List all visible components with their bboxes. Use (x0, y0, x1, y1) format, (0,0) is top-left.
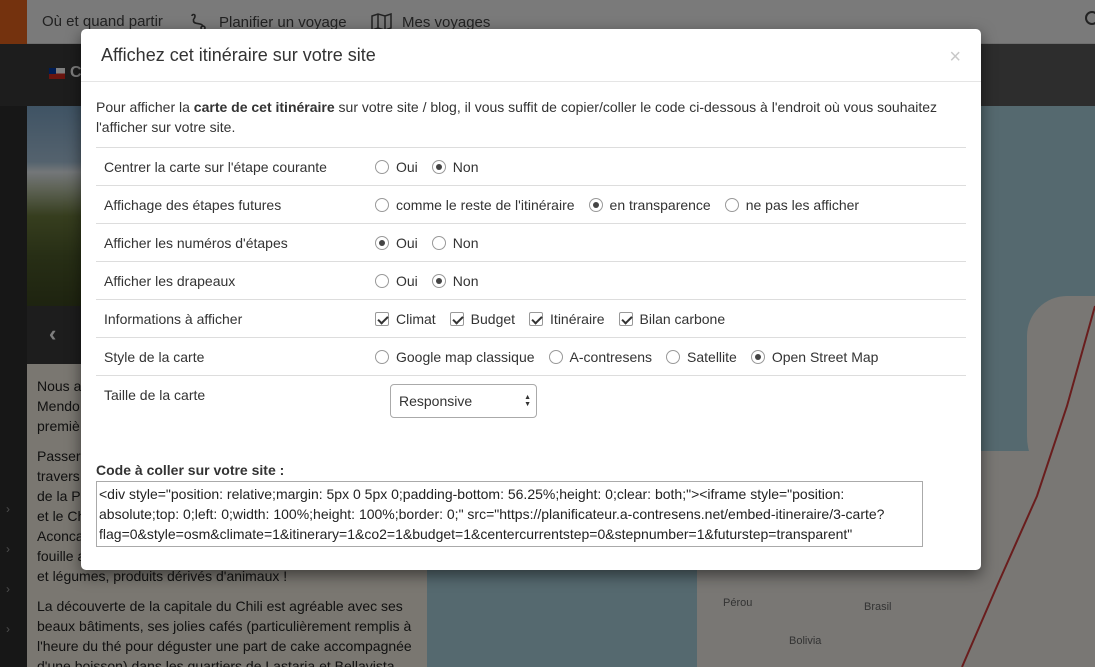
option-row-center-map (96, 148, 966, 186)
close-icon[interactable]: × (949, 46, 961, 68)
option-row-map-style (96, 338, 966, 376)
radio-button[interactable] (375, 350, 389, 364)
checkbox-climat[interactable] (375, 311, 436, 327)
embed-map-dialog (81, 29, 981, 570)
dialog-title: Affichez cet itinéraire sur votre site (101, 45, 376, 65)
radio-label: Non (452, 159, 479, 175)
checkbox[interactable] (375, 312, 389, 326)
dialog-body (81, 82, 981, 550)
intro-text: sur votre site / blog, il vous suffit de copier/coller le code ci-dessous à l'endroit où vous souhaitez l'afficher sur votre site. (96, 99, 938, 135)
checkbox-label: Climat (396, 311, 436, 327)
embed-code-textarea[interactable] (96, 481, 923, 547)
radio-button[interactable] (589, 198, 603, 212)
radio-button[interactable] (375, 274, 389, 288)
radio-button[interactable] (375, 160, 389, 174)
option-label: Affichage des étapes futures (104, 197, 282, 213)
radio-style-osm[interactable] (751, 349, 879, 365)
checkbox-label: Budget (470, 311, 516, 327)
checkbox-budget[interactable] (450, 311, 515, 327)
radio-label: Satellite (687, 349, 737, 365)
radio-button[interactable] (432, 160, 446, 174)
intro-emphasis: carte de cet itinéraire (193, 99, 335, 115)
option-label: Style de la carte (104, 349, 205, 365)
radio-label: Oui (396, 159, 418, 175)
radio-label: ne pas les afficher (745, 197, 860, 213)
option-label: Afficher les drapeaux (104, 273, 236, 289)
option-row-map-size (96, 376, 966, 434)
option-label: Taille de la carte (104, 387, 206, 403)
radio-style-google[interactable] (375, 349, 535, 365)
radio-future-same[interactable] (375, 197, 575, 213)
radio-button[interactable] (375, 236, 389, 250)
code-label: Code à coller sur votre site : (96, 462, 285, 478)
option-label: Centrer la carte sur l'étape courante (104, 159, 327, 175)
radio-label: Google map classique (396, 349, 535, 365)
checkbox-label: Itinéraire (550, 311, 605, 327)
dialog-header (81, 29, 981, 82)
checkbox-itineraire[interactable] (529, 311, 604, 327)
radio-button[interactable] (432, 274, 446, 288)
radio-future-hide[interactable] (725, 197, 859, 213)
radio-flags-oui[interactable] (375, 273, 418, 289)
option-row-flags (96, 262, 966, 300)
radio-label: A-contresens (569, 349, 653, 365)
radio-button[interactable] (549, 350, 563, 364)
radio-label: Oui (396, 235, 418, 251)
radio-label: en transparence (609, 197, 711, 213)
dialog-intro (96, 97, 966, 137)
radio-label: Open Street Map (771, 349, 879, 365)
select-value: Responsive (399, 393, 473, 409)
radio-flags-non[interactable] (432, 273, 479, 289)
radio-label: Non (452, 235, 479, 251)
option-row-future-steps (96, 186, 966, 224)
radio-center-non[interactable] (432, 159, 479, 175)
option-label: Informations à afficher (104, 311, 243, 327)
radio-label: comme le reste de l'itinéraire (396, 197, 575, 213)
radio-numbers-non[interactable] (432, 235, 479, 251)
radio-button[interactable] (725, 198, 739, 212)
radio-style-satellite[interactable] (666, 349, 737, 365)
radio-style-acontresens[interactable] (549, 349, 652, 365)
option-row-info (96, 300, 966, 338)
select-arrows-icon: ▲ ▼ (524, 394, 531, 408)
radio-button[interactable] (751, 350, 765, 364)
checkbox-bilan-carbone[interactable] (619, 311, 726, 327)
radio-center-oui[interactable] (375, 159, 418, 175)
checkbox-label: Bilan carbone (639, 311, 726, 327)
option-label: Afficher les numéros d'étapes (104, 235, 288, 251)
radio-button[interactable] (375, 198, 389, 212)
checkbox[interactable] (450, 312, 464, 326)
options-table (96, 147, 966, 434)
radio-button[interactable] (432, 236, 446, 250)
map-size-select[interactable] (390, 384, 537, 418)
radio-label: Non (452, 273, 479, 289)
radio-button[interactable] (666, 350, 680, 364)
checkbox[interactable] (619, 312, 633, 326)
checkbox[interactable] (529, 312, 543, 326)
intro-text: Pour afficher la (96, 99, 194, 115)
radio-future-transparent[interactable] (589, 197, 711, 213)
option-row-step-numbers (96, 224, 966, 262)
radio-numbers-oui[interactable] (375, 235, 418, 251)
radio-label: Oui (396, 273, 418, 289)
